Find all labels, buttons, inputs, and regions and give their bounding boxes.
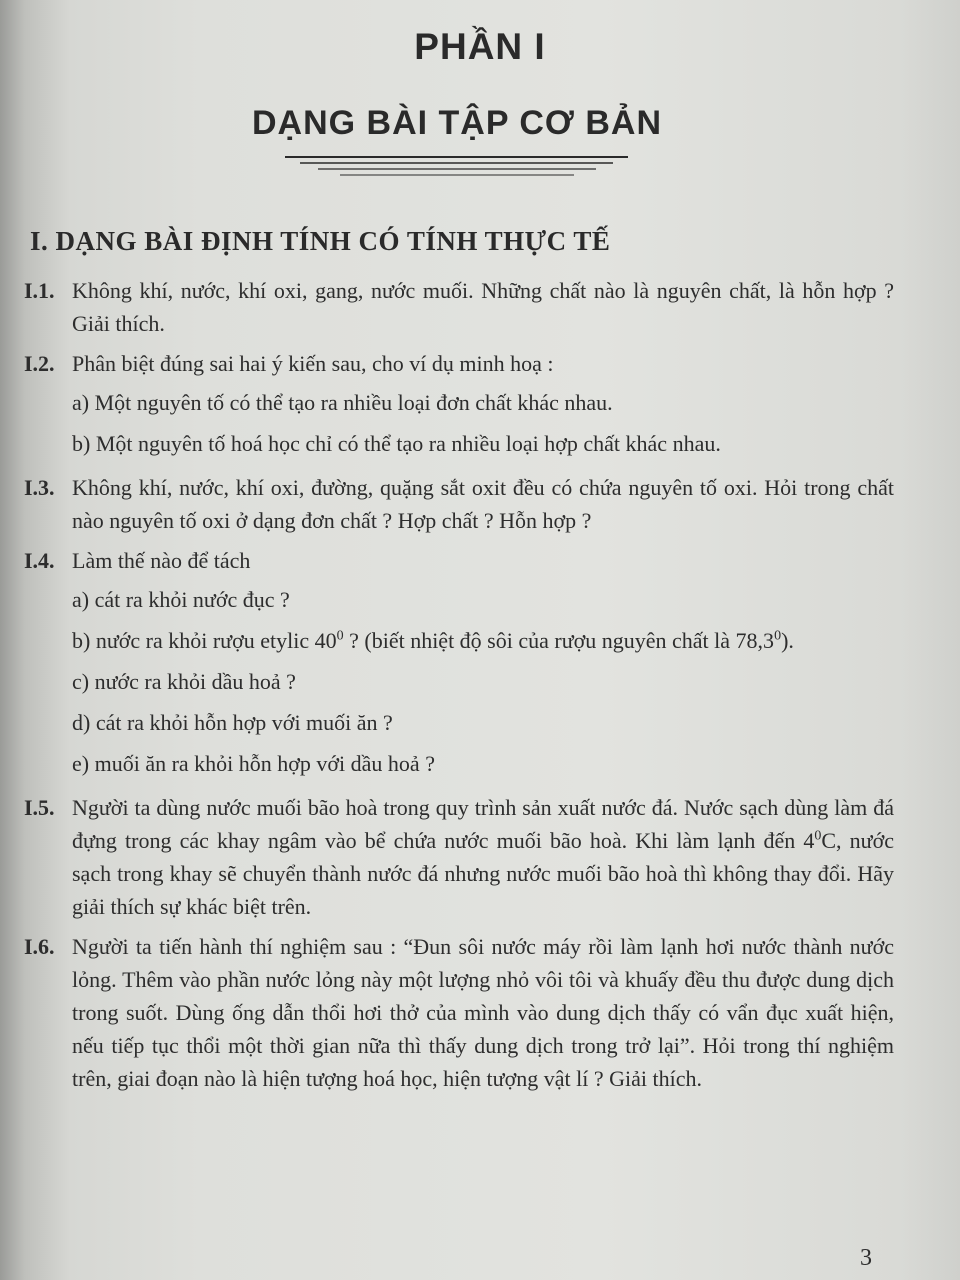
exercise-text: Làm thế nào để tách [72, 548, 251, 573]
exercise-list [24, 274, 894, 1095]
option-item: b) nước ra khỏi rượu etylic $40^0$ ? (biết nhiệt độ sôi của rượu nguyên chất là 78,3$^0$). [72, 628, 794, 653]
exercise-number: I.2. [24, 351, 55, 376]
exercise-text: Người ta dùng nước muối bão hoà trong quy trình sản xuất nước đá. Nước sạch dùng làm đá đựng trong các khay ngâm vào bể chứa nước muối bão hoà. Khi làm lạnh đến $4^0C$, nước sạch trong khay sẽ chuyển thành nước đá nhưng nước muối bão hoà thì không thay đổi. Hãy giải thích sự khác biệt trên. [72, 795, 894, 919]
exercise-number: I.1. [24, 278, 55, 303]
option-item: e) muối ăn ra khỏi hỗn hợp với dầu hoả ? [72, 751, 435, 776]
exercise-item [24, 544, 894, 577]
exercise-item [24, 471, 894, 537]
part-title: PHẦN I [414, 26, 546, 67]
exercise-text: Người ta tiến hành thí nghiệm sau : “Đun sôi nước máy rồi làm lạnh hơi nước thành nước lỏng. Thêm vào phần nước lỏng này một lượng nhỏ vôi tôi và khuấy đều thu được dung dịch trong suốt. Dùng ống dẫn thổi hơi thở của mình vào dung dịch thấy có vẩn đục xuất hiện, nếu tiếp tục thổi một thời gian nữa thì thấy dung dịch trong trở lại”. Hỏi trong thí nghiệm trên, giai đoạn nào là hiện tượng hoá học, hiện tượng vật lí ? Giải thích. [72, 934, 894, 1091]
option-item: b) Một nguyên tố hoá học chỉ có thể tạo ra nhiều loại hợp chất khác nhau. [72, 431, 721, 456]
option-item: a) Một nguyên tố có thể tạo ra nhiều loại đơn chất khác nhau. [72, 390, 613, 415]
page-number: 3 [860, 1245, 872, 1271]
option-item: c) nước ra khỏi dầu hoả ? [72, 669, 296, 694]
exercise-item [24, 791, 894, 923]
section-heading: DẠNG BÀI TẬP CƠ BẢN [251, 104, 663, 142]
exercise-number: I.6. [24, 934, 55, 959]
exercise-text: Không khí, nước, khí oxi, gang, nước muối. Những chất nào là nguyên chất, là hỗn hợp ? Giải thích. [72, 278, 894, 336]
exercise-number: I.4. [24, 548, 55, 573]
option-item: a) cát ra khỏi nước đục ? [72, 587, 290, 612]
exercise-item [24, 930, 894, 1095]
subsection-heading: I. DẠNG BÀI ĐỊNH TÍNH CÓ TÍNH THỰC TẾ [30, 226, 611, 256]
exercise-text: Không khí, nước, khí oxi, đường, quặng sắt oxit đều có chứa nguyên tố oxi. Hỏi trong chất nào nguyên tố oxi ở dạng đơn chất ? Hợp chất ? Hỗn hợp ? [72, 475, 894, 533]
exercise-text: Phân biệt đúng sai hai ý kiến sau, cho ví dụ minh hoạ : [72, 351, 554, 376]
exercise-item [24, 274, 894, 340]
exercise-number: I.5. [24, 795, 55, 820]
option-item: d) cát ra khỏi hỗn hợp với muối ăn ? [72, 710, 393, 735]
exercise-number: I.3. [24, 475, 55, 500]
exercise-item [24, 347, 894, 380]
decorative-rule [0, 150, 960, 180]
